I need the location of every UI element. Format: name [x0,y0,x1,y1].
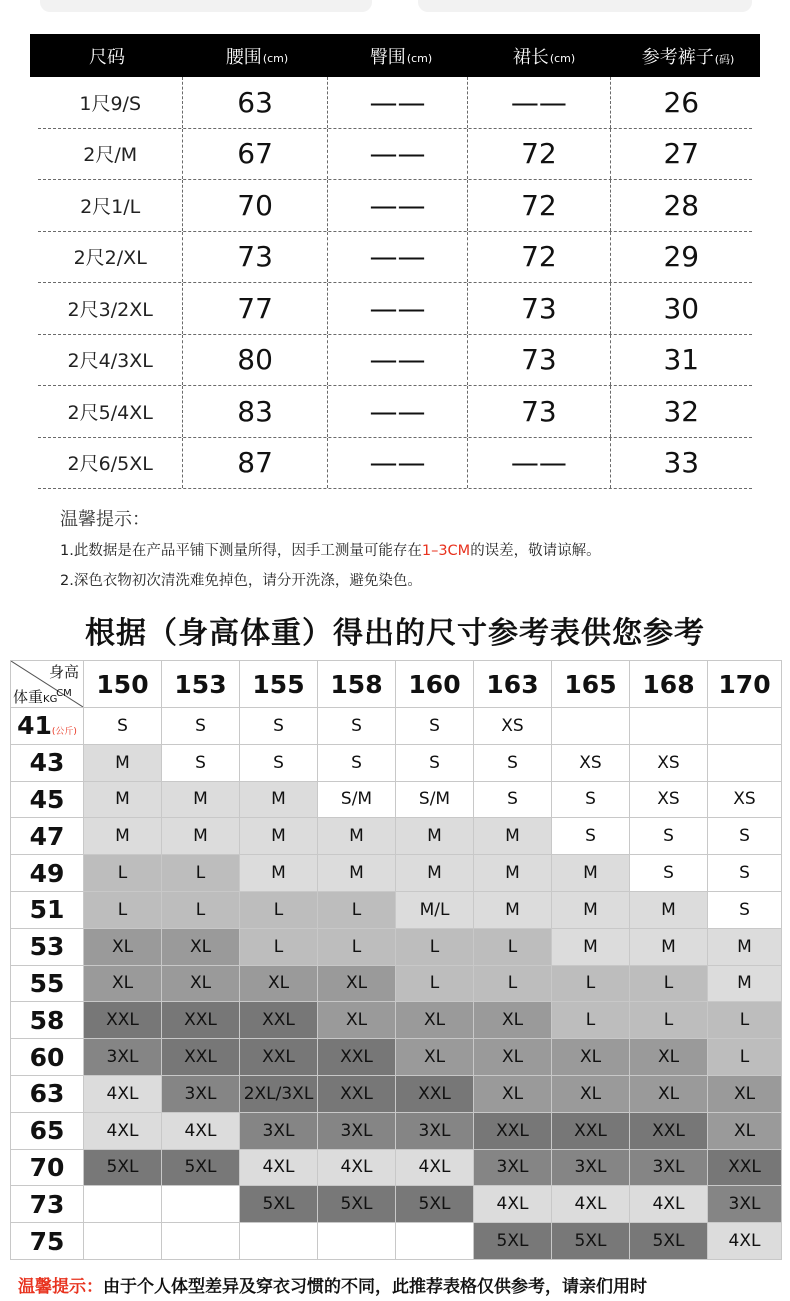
size-value-cell: 32 [610,386,752,437]
size-label-cell: 2尺6/5XL [67,453,153,476]
size-recommendation-cell: M [84,781,162,818]
size-recommendation-cell: XXL [240,1002,318,1039]
size-recommendation-cell: L [708,1002,782,1039]
size-recommendation-cell: 4XL [396,1149,474,1186]
size-recommendation-cell: 3XL [396,1112,474,1149]
size-recommendation-cell: XL [630,1039,708,1076]
size-row [38,77,752,129]
tips-title: 温馨提示： [60,509,150,530]
size-recommendation-cell: 3XL [708,1186,782,1223]
size-recommendation-cell: 5XL [474,1223,552,1260]
size-recommendation-cell: XL [162,928,240,965]
weight-label: 70 [11,1149,84,1186]
size-recommendation-cell: XL [630,1075,708,1112]
size-recommendation-cell: S [240,708,318,745]
size-recommendation-cell: S [318,708,396,745]
size-value-cell: 67 [182,129,326,180]
size-value-cell: —— [327,180,467,231]
size-value-cell: —— [467,77,609,128]
size-value-cell: —— [327,77,467,128]
size-recommendation-cell [84,1186,162,1223]
size-recommendation-cell [708,708,782,745]
size-value-cell: 87 [182,438,326,489]
size-recommendation-cell: XL [708,1112,782,1149]
grid-corner [11,661,84,708]
size-value-cell: 30 [610,283,752,334]
size-recommendation-cell: M [240,818,318,855]
weight-label: 41(公斤) [11,708,84,745]
size-recommendation-cell: 5XL [552,1223,630,1260]
weight-label: 51 [11,891,84,928]
reference-title: 根据（身高体重）得出的尺寸参考表供您参考 [85,616,705,651]
size-recommendation-cell: M [630,891,708,928]
size-recommendation-cell: XXL [240,1039,318,1076]
size-label-cell: 2尺3/2XL [67,298,153,321]
size-row [38,180,752,232]
size-recommendation-cell: S [162,708,240,745]
size-value-cell: —— [327,386,467,437]
size-recommendation-cell: S [474,781,552,818]
size-recommendation-cell: XS [474,708,552,745]
size-recommendation-cell: M [630,928,708,965]
size-value-cell: 83 [182,386,326,437]
header-waist: 腰围 (cm) [225,46,289,68]
size-recommendation-cell: S [552,781,630,818]
header-size: 尺码 [89,46,125,68]
weight-row [11,928,782,965]
size-recommendation-cell: M [474,891,552,928]
size-recommendation-cell: L [396,965,474,1002]
height-header: 158 [318,661,396,708]
size-recommendation-cell: S [552,818,630,855]
size-recommendation-cell: 3XL [240,1112,318,1149]
size-value-cell: 77 [182,283,326,334]
size-row [38,129,752,181]
tip-line-2: 2.深色衣物初次清洗难免掉色，请分开洗涤，避免染色。 [60,573,422,589]
footer-note: 温馨提示：由于个人体型差异及穿衣习惯的不同，此推荐表格仅供参考，请亲们用时 [18,1277,647,1297]
size-recommendation-cell: S [708,891,782,928]
size-recommendation-cell: L [318,928,396,965]
height-header: 163 [474,661,552,708]
size-recommendation-cell: XL [396,1039,474,1076]
size-recommendation-cell: M [552,855,630,892]
size-recommendation-cell: XS [630,781,708,818]
size-recommendation-cell: M [240,855,318,892]
size-value-cell: —— [327,129,467,180]
weight-row [11,1186,782,1223]
tips-section [60,505,601,599]
size-recommendation-cell: S [708,855,782,892]
size-recommendation-cell: XXL [318,1039,396,1076]
size-recommendation-cell: 3XL [318,1112,396,1149]
size-recommendation-cell: XL [162,965,240,1002]
size-recommendation-cell [318,1223,396,1260]
size-recommendation-cell: S [240,744,318,781]
size-recommendation-cell: S [318,744,396,781]
size-recommendation-cell: L [708,1039,782,1076]
size-recommendation-cell: L [474,965,552,1002]
size-recommendation-cell: 2XL/3XL [240,1075,318,1112]
size-recommendation-cell: M [84,818,162,855]
weight-row [11,1112,782,1149]
size-recommendation-cell: M [396,855,474,892]
size-table [30,34,760,489]
weight-label: 43 [11,744,84,781]
size-recommendation-cell: XL [240,965,318,1002]
corner-height-label: 身高 CM [48,663,79,699]
size-recommendation-cell [552,708,630,745]
size-recommendation-cell: 4XL [708,1223,782,1260]
size-table-header [30,34,760,77]
size-recommendation-cell: M [474,818,552,855]
size-recommendation-cell: 4XL [474,1186,552,1223]
size-recommendation-cell: M [396,818,474,855]
size-recommendation-cell: S [396,744,474,781]
size-recommendation-cell: XS [630,744,708,781]
size-value-cell: 73 [182,232,326,283]
size-recommendation-cell: L [630,965,708,1002]
weight-row [11,855,782,892]
size-recommendation-cell: S [630,855,708,892]
size-recommendation-cell: 4XL [630,1186,708,1223]
size-recommendation-cell: 3XL [630,1149,708,1186]
size-recommendation-cell: S [474,744,552,781]
size-recommendation-cell: XL [84,965,162,1002]
size-value-cell: 31 [610,335,752,386]
size-value-cell: 73 [467,283,609,334]
size-recommendation-cell: XL [474,1039,552,1076]
weight-row [11,1223,782,1260]
size-recommendation-cell: XL [474,1075,552,1112]
size-value-cell: 72 [467,180,609,231]
weight-row [11,1075,782,1112]
weight-label: 47 [11,818,84,855]
size-recommendation-cell: M [552,891,630,928]
size-recommendation-cell [630,708,708,745]
size-recommendation-cell: 5XL [318,1186,396,1223]
size-recommendation-cell: XXL [396,1075,474,1112]
size-recommendation-cell: 5XL [396,1186,474,1223]
height-header: 155 [240,661,318,708]
size-recommendation-cell: M/L [396,891,474,928]
size-label-cell: 2尺1/L [80,195,141,218]
size-label-cell: 2尺/M [83,144,138,167]
size-recommendation-cell: L [240,891,318,928]
tab-stub-left [40,0,372,12]
size-recommendation-cell: L [84,891,162,928]
size-recommendation-cell: 4XL [240,1149,318,1186]
height-header: 153 [162,661,240,708]
weight-label: 63 [11,1075,84,1112]
tab-stub-right [418,0,752,12]
size-recommendation-cell: XL [552,1075,630,1112]
size-recommendation-cell: S [84,708,162,745]
size-recommendation-cell: M [708,965,782,1002]
size-recommendation-cell: M [318,818,396,855]
size-row [38,283,752,335]
corner-weight-label: 体重KG [13,688,58,706]
weight-row [11,744,782,781]
size-value-cell: 72 [467,129,609,180]
size-recommendation-cell: M [162,781,240,818]
weight-label: 55 [11,965,84,1002]
size-recommendation-cell: M [552,928,630,965]
size-recommendation-cell: XL [396,1002,474,1039]
size-recommendation-cell: L [552,965,630,1002]
grid-header-row [11,661,782,708]
size-value-cell: 73 [467,386,609,437]
size-recommendation-cell [240,1223,318,1260]
size-recommendation-cell: 4XL [162,1112,240,1149]
size-value-cell: —— [327,335,467,386]
size-recommendation-cell: XXL [84,1002,162,1039]
weight-row [11,1002,782,1039]
size-recommendation-cell: M [318,855,396,892]
size-value-cell: 73 [467,335,609,386]
size-recommendation-cell: L [162,891,240,928]
size-recommendation-cell: XL [552,1039,630,1076]
size-value-cell: 26 [610,77,752,128]
height-header: 168 [630,661,708,708]
size-recommendation-cell: XXL [708,1149,782,1186]
size-recommendation-cell: XL [708,1075,782,1112]
size-label-cell: 2尺5/4XL [67,401,153,424]
size-recommendation-cell: 4XL [84,1075,162,1112]
size-recommendation-cell: M [708,928,782,965]
size-recommendation-cell: XXL [162,1002,240,1039]
size-recommendation-cell: 3XL [84,1039,162,1076]
size-recommendation-cell: S [630,818,708,855]
weight-row [11,818,782,855]
size-value-cell: 27 [610,129,752,180]
size-recommendation-cell: 5XL [240,1186,318,1223]
size-recommendation-cell: 5XL [630,1223,708,1260]
size-recommendation-cell [162,1186,240,1223]
size-value-cell: —— [327,232,467,283]
size-value-cell: 28 [610,180,752,231]
weight-unit-note: (公斤) [51,727,77,738]
size-table-body [30,77,760,489]
size-recommendation-cell: 4XL [318,1149,396,1186]
height-header: 160 [396,661,474,708]
size-recommendation-cell: S [162,744,240,781]
size-recommendation-cell: 3XL [552,1149,630,1186]
weight-label: 58 [11,1002,84,1039]
size-recommendation-cell: 4XL [552,1186,630,1223]
size-recommendation-cell: S [708,818,782,855]
size-recommendation-cell: L [396,928,474,965]
size-recommendation-cell: S [396,708,474,745]
size-value-cell: 33 [610,438,752,489]
size-value-cell: —— [327,283,467,334]
size-value-cell: 63 [182,77,326,128]
weight-row [11,1039,782,1076]
size-label-cell: 2尺2/XL [73,247,147,270]
weight-label: 75 [11,1223,84,1260]
weight-row [11,965,782,1002]
size-value-cell: 70 [182,180,326,231]
size-recommendation-cell: XXL [630,1112,708,1149]
size-recommendation-cell: XXL [474,1112,552,1149]
size-recommendation-cell [708,744,782,781]
weight-row [11,781,782,818]
size-recommendation-cell: XXL [552,1112,630,1149]
header-hip: 臀围 (cm) [369,46,433,68]
weight-label: 60 [11,1039,84,1076]
size-label-cell: 1尺9/S [79,92,141,115]
size-recommendation-cell [84,1223,162,1260]
size-recommendation-cell: XS [708,781,782,818]
size-recommendation-cell: 4XL [84,1112,162,1149]
size-recommendation-cell: L [84,855,162,892]
header-skirt-length: 裙长 (cm) [512,46,576,68]
size-recommendation-cell: 3XL [162,1075,240,1112]
weight-label: 53 [11,928,84,965]
size-recommendation-cell: L [240,928,318,965]
size-value-cell: —— [327,438,467,489]
size-recommendation-cell: XL [318,965,396,1002]
size-value-cell: 29 [610,232,752,283]
size-row [38,438,752,490]
weight-label: 45 [11,781,84,818]
header-pants-ref: 参考裤子 (码) [641,46,735,68]
weight-label: 65 [11,1112,84,1149]
size-recommendation-cell: L [162,855,240,892]
size-recommendation-cell: XL [474,1002,552,1039]
size-recommendation-cell: 3XL [474,1149,552,1186]
size-recommendation-cell: M [84,744,162,781]
size-recommendation-cell: XXL [162,1039,240,1076]
weight-row [11,891,782,928]
size-recommendation-cell [396,1223,474,1260]
size-recommendation-cell: XL [84,928,162,965]
weight-label: 73 [11,1186,84,1223]
grid-body [11,708,782,1260]
size-recommendation-cell: XL [318,1002,396,1039]
size-recommendation-cell: 5XL [162,1149,240,1186]
size-recommendation-cell: XS [552,744,630,781]
height-header: 150 [84,661,162,708]
weight-row [11,708,782,745]
size-value-cell: —— [467,438,609,489]
size-recommendation-cell: XXL [318,1075,396,1112]
weight-label: 49 [11,855,84,892]
size-recommendation-cell: 5XL [84,1149,162,1186]
size-recommendation-cell: L [318,891,396,928]
size-recommendation-cell: L [474,928,552,965]
size-value-cell: 72 [467,232,609,283]
size-label-cell: 2尺4/3XL [67,350,153,373]
height-weight-grid [10,660,782,1260]
size-row [38,335,752,387]
size-recommendation-cell: M [162,818,240,855]
height-header: 165 [552,661,630,708]
tip-line-1: 1.此数据是在产品平铺下测量所得，因手工测量可能存在1–3CM的误差，敬请谅解。 [60,543,601,559]
size-recommendation-cell: L [630,1002,708,1039]
size-recommendation-cell: S/M [318,781,396,818]
size-row [38,386,752,438]
size-recommendation-cell: L [552,1002,630,1039]
tip-highlight: 1–3CM [421,543,471,559]
weight-row [11,1149,782,1186]
size-recommendation-cell: S/M [396,781,474,818]
size-recommendation-cell [162,1223,240,1260]
size-recommendation-cell: M [240,781,318,818]
size-row [38,232,752,284]
size-value-cell: 80 [182,335,326,386]
size-recommendation-cell: M [474,855,552,892]
height-header: 170 [708,661,782,708]
